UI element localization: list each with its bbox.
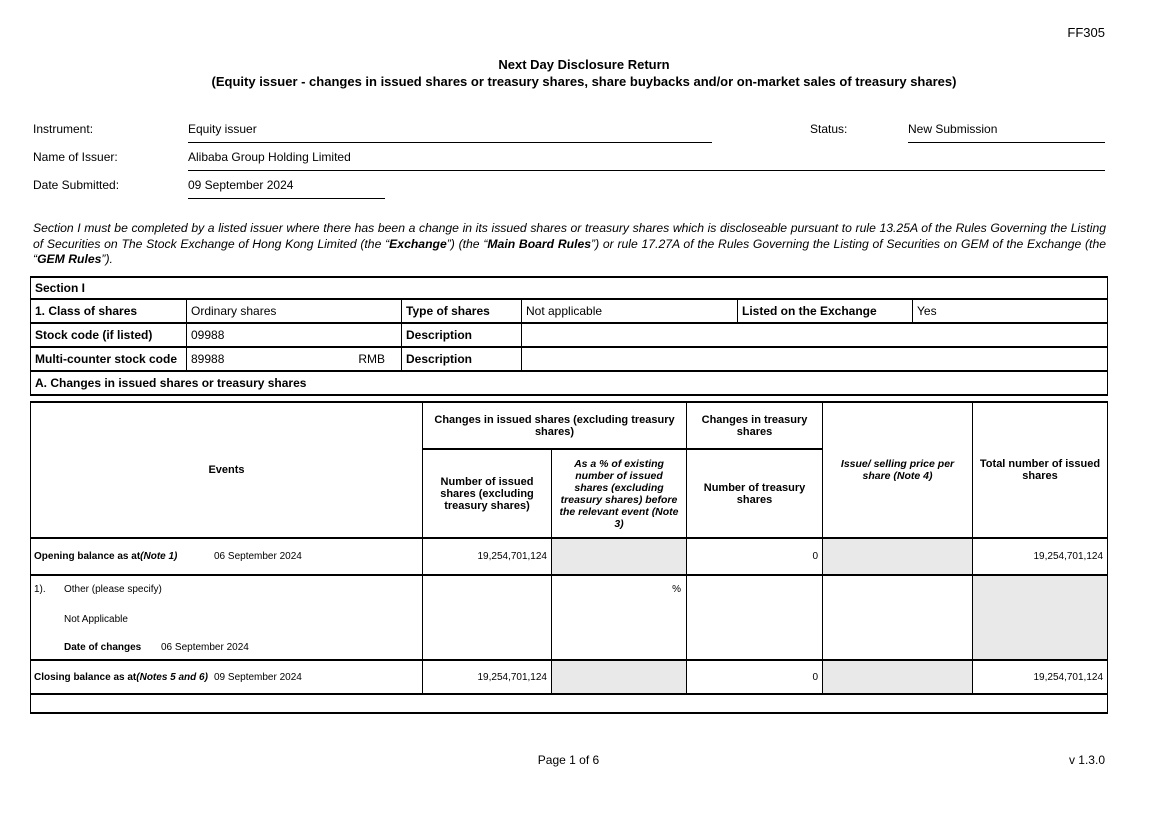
multi-counter-value-cell — [187, 347, 402, 371]
issuer-label: Name of Issuer: — [33, 150, 118, 164]
version-label: v 1.3.0 — [1068, 753, 1105, 767]
description1-value — [522, 323, 1108, 347]
opening-treasury-shares: 0 — [687, 538, 823, 575]
type-of-shares-value: Not applicable — [522, 299, 738, 323]
group-treasury-shares-header: Changes in treasury shares — [687, 402, 823, 449]
group-issued-shares-header: Changes in issued shares (excluding treasury shares) — [423, 402, 687, 449]
opening-price-cell-shaded — [823, 538, 973, 575]
closing-issued-shares: 19,254,701,124 — [423, 660, 552, 694]
event-1-pct-cell: % — [552, 575, 687, 660]
opening-pct-cell-shaded — [552, 538, 687, 575]
issuer-value: Alibaba Group Holding Limited — [188, 150, 1105, 171]
closing-balance-label-cell — [31, 660, 423, 694]
section1-info-table — [30, 276, 1108, 396]
event-1-row — [31, 575, 1108, 660]
closing-total-shares: 19,254,701,124 — [973, 660, 1108, 694]
form-title: Next Day Disclosure Return — [498, 57, 670, 72]
closing-price-cell-shaded — [823, 660, 973, 694]
event-1-date-label: Date of changes — [64, 642, 142, 653]
event-1-total-cell-shaded — [973, 575, 1108, 660]
opening-balance-date: 06 September 2024 — [214, 551, 302, 562]
stock-code-row — [31, 323, 1108, 347]
event-1-detail: Not Applicable — [64, 614, 128, 625]
page-indicator: Page 1 of 6 — [537, 753, 600, 767]
class-of-shares-value: Ordinary shares — [187, 299, 402, 323]
listed-on-exchange-value: Yes — [913, 299, 1108, 323]
opening-issued-shares: 19,254,701,124 — [423, 538, 552, 575]
opening-balance-label: Opening balance as at — [34, 551, 141, 562]
multi-counter-row — [31, 347, 1108, 371]
multi-counter-value: 89988 — [191, 352, 225, 366]
event-1-index: 1). — [34, 584, 46, 595]
empty-spacer-row — [31, 694, 1108, 713]
opening-total-shares: 19,254,701,124 — [973, 538, 1108, 575]
description2-value — [522, 347, 1108, 371]
issued-pct-column-header: As a % of existing number of issued shares (excluding treasury shares) before the relevant event (Note 3) — [552, 449, 687, 538]
opening-balance-note: (Note 1) — [140, 551, 178, 562]
form-subtitle: (Equity issuer - changes in issued shares or treasury shares, share buybacks and/or on-market sales of treasury shares) — [211, 74, 957, 89]
date-submitted-value: 09 September 2024 — [188, 178, 385, 199]
instrument-value: Equity issuer — [188, 122, 712, 143]
opening-balance-row — [31, 538, 1108, 575]
changes-events-table — [30, 401, 1108, 714]
closing-balance-note: (Notes 5 and 6) — [136, 671, 208, 683]
opening-balance-label-cell — [31, 538, 423, 575]
event-1-issued-shares-cell — [423, 575, 552, 660]
event-1-price-cell — [823, 575, 973, 660]
description2-label: Description — [402, 347, 522, 371]
event-1-detail-cell — [31, 575, 423, 660]
date-submitted-label: Date Submitted: — [33, 178, 120, 192]
listed-on-exchange-label: Listed on the Exchange — [738, 299, 913, 323]
part-a-title: A. Changes in issued shares or treasury shares — [31, 371, 1108, 395]
closing-balance-label: Closing balance as at — [34, 671, 137, 683]
closing-balance-row — [31, 660, 1108, 694]
empty-spacer-cell — [31, 694, 1108, 713]
total-column-header: Total number of issued shares — [973, 402, 1108, 538]
description1-label: Description — [402, 323, 522, 347]
instrument-label: Instrument: — [33, 122, 94, 136]
section1-area — [30, 276, 1107, 714]
stock-code-value: 09988 — [187, 323, 402, 347]
multi-counter-currency: RMB — [358, 352, 385, 366]
class-of-shares-label: 1. Class of shares — [31, 299, 187, 323]
closing-treasury-shares: 0 — [687, 660, 823, 694]
treasury-number-column-header: Number of treasury shares — [687, 449, 823, 538]
type-of-shares-label: Type of shares — [402, 299, 522, 323]
events-column-header: Events — [31, 402, 423, 538]
event-1-label: Other (please specify) — [64, 584, 162, 595]
events-header-group-row — [31, 402, 1108, 449]
section1-instructions: Section I must be completed by a listed issuer where there has been a change in its issued shares or treasury shares which is discloseable pursuant to rule 13.25A of the Rules Governing the Listing of Securities on The Stock Exchange of Hong Kong Limited (the “Exchange”) (the “Main Board Rules”) or rule 17.27A of the Rules Governing the Listing of Securities on GEM of the Exchange (the “GEM Rules”). — [33, 221, 1106, 266]
price-column-header: Issue/ selling price per share (Note 4) — [823, 402, 973, 538]
status-label: Status: — [810, 122, 848, 136]
multi-counter-label: Multi-counter stock code — [31, 347, 187, 371]
closing-pct-cell-shaded — [552, 660, 687, 694]
status-value: New Submission — [908, 122, 1105, 143]
closing-balance-date: 09 September 2024 — [214, 671, 302, 683]
class-of-shares-row — [31, 299, 1108, 323]
issued-number-column-header: Number of issued shares (excluding treasury shares) — [423, 449, 552, 538]
event-1-date: 06 September 2024 — [161, 642, 249, 653]
section1-header: Section I — [31, 277, 1108, 299]
stock-code-label: Stock code (if listed) — [31, 323, 187, 347]
part-a-row — [31, 371, 1108, 395]
event-1-treasury-shares-cell — [687, 575, 823, 660]
section1-header-row — [31, 277, 1108, 299]
form-code: FF305 — [1067, 25, 1105, 40]
